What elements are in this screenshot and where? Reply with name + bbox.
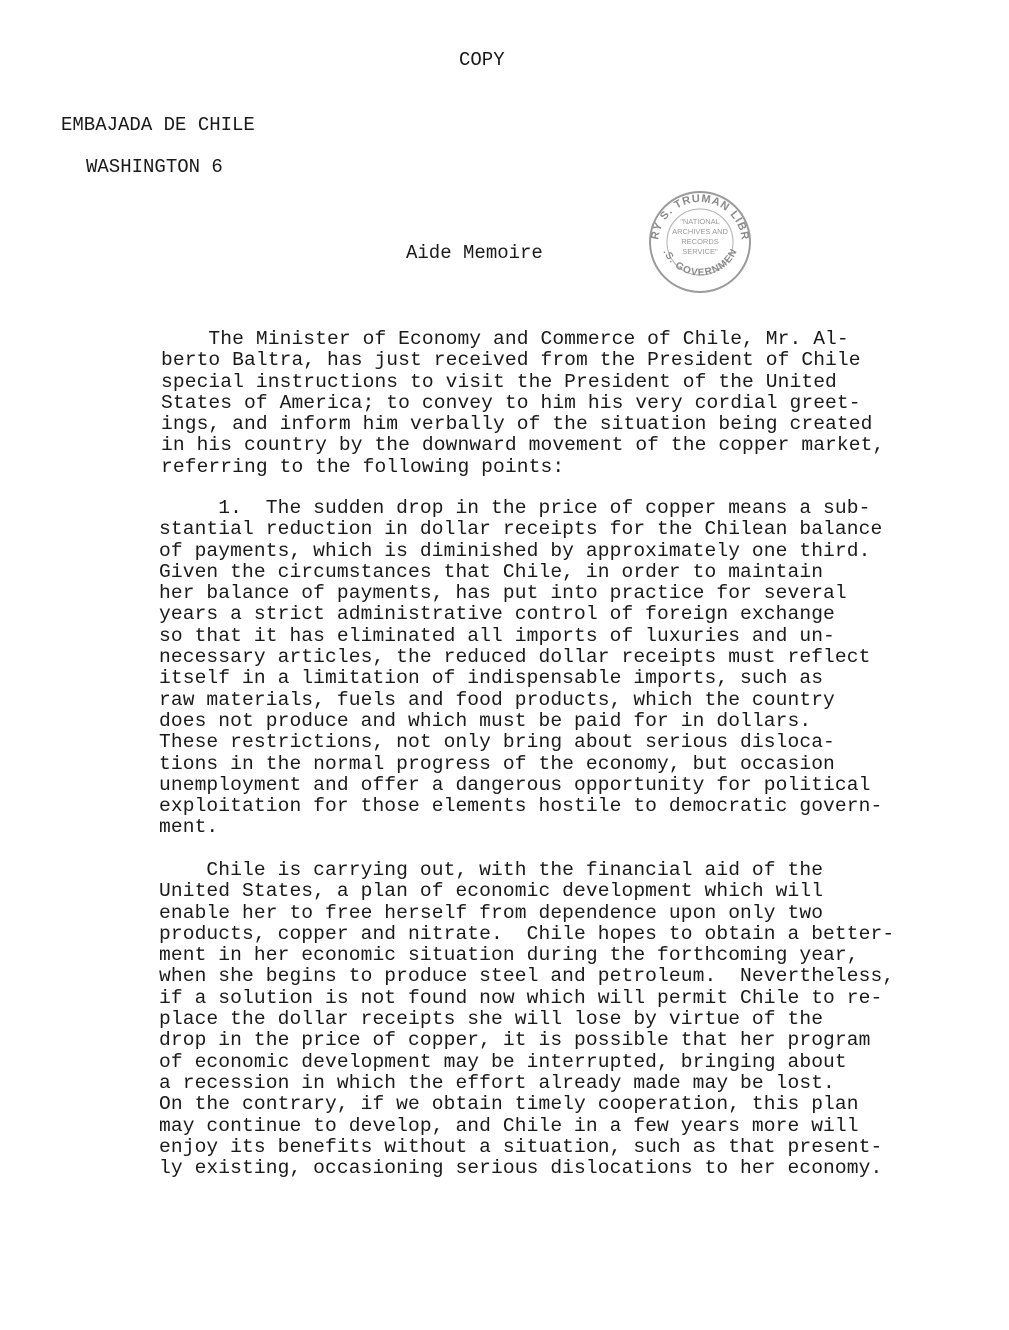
copy-label: COPY bbox=[459, 49, 505, 71]
intro-paragraph bbox=[161, 329, 884, 478]
text-line: States of America; to convey to him his very cordial greet- bbox=[161, 391, 861, 414]
text-line: unemployment and offer a dangerous opportunity for political bbox=[159, 773, 871, 796]
text-line: if a solution is not found now which will permit Chile to re- bbox=[159, 986, 883, 1009]
text-line: enjoy its benefits without a situation, such as that present- bbox=[159, 1135, 883, 1158]
text-line: exploitation for those elements hostile to democratic govern- bbox=[159, 795, 883, 818]
text-line: Chile is carrying out, with the financial aid of the bbox=[159, 859, 824, 881]
text-line: United States, a plan of economic development which will bbox=[159, 880, 824, 903]
development-paragraph bbox=[159, 860, 894, 1179]
stamp-inner-text: ARCHIVES AND bbox=[672, 227, 728, 236]
text-line: Given the circumstances that Chile, in order to maintain bbox=[159, 560, 824, 583]
text-line: so that it has eliminated all imports of luxuries and un- bbox=[159, 624, 835, 647]
text-line: when she begins to produce steel and petroleum. Nevertheless, bbox=[159, 965, 895, 988]
text-line: 1. The sudden drop in the price of copper means a sub- bbox=[159, 497, 871, 519]
text-line: berto Baltra, has just received from the President of Chile bbox=[161, 349, 861, 372]
text-line: of payments, which is diminished by approximately one third. bbox=[159, 539, 871, 562]
text-line: special instructions to visit the President of the United bbox=[161, 370, 837, 393]
text-line: stantial reduction in dollar receipts for the Chilean balance bbox=[159, 518, 883, 541]
text-line: products, copper and nitrate. Chile hopes to obtain a better- bbox=[159, 922, 895, 945]
archive-seal-icon bbox=[640, 186, 760, 296]
stamp-top-text: RY S. TRUMAN LIBR bbox=[649, 192, 751, 242]
text-line: necessary articles, the reduced dollar receipts must reflect bbox=[159, 646, 871, 669]
text-line: does not produce and which must be paid for in dollars. bbox=[159, 709, 812, 732]
text-line: drop in the price of copper, it is possible that her program bbox=[159, 1029, 871, 1052]
text-line: The Minister of Economy and Commerce of Chile, Mr. Al- bbox=[161, 328, 849, 350]
embassy-name: EMBAJADA DE CHILE bbox=[61, 114, 255, 136]
stamp-inner-text: RECORDS bbox=[681, 237, 719, 246]
text-line: ment. bbox=[159, 816, 219, 839]
text-line: may continue to develop, and Chile in a few years more will bbox=[159, 1114, 859, 1137]
text-line: raw materials, fuels and food products, which the country bbox=[159, 688, 835, 711]
text-line: a recession in which the effort already made may be lost. bbox=[159, 1071, 835, 1094]
text-line: On the contrary, if we obtain timely cooperation, this plan bbox=[159, 1093, 859, 1116]
text-line: These restrictions, not only bring about serious disloca- bbox=[159, 731, 835, 754]
text-line: tions in the normal progress of the economy, but occasion bbox=[159, 752, 835, 775]
text-line: ly existing, occasioning serious dislocations to her economy. bbox=[159, 1157, 883, 1180]
point-1-paragraph bbox=[159, 498, 882, 839]
text-line: referring to the following points: bbox=[161, 455, 565, 478]
stamp-inner-text: "NATIONAL bbox=[680, 217, 720, 226]
text-line: of economic development may be interrupted, bringing about bbox=[159, 1050, 847, 1073]
text-line: ings, and inform him verbally of the situation being created bbox=[161, 413, 873, 436]
text-line: ment in her economic situation during the forthcoming year, bbox=[159, 944, 859, 967]
embassy-city: WASHINGTON 6 bbox=[86, 156, 223, 178]
document-title: Aide Memoire bbox=[406, 242, 543, 264]
text-line: her balance of payments, has put into practice for several bbox=[159, 582, 847, 605]
text-line: in his country by the downward movement of the copper market, bbox=[161, 434, 885, 457]
text-line: enable her to free herself from dependence upon only two bbox=[159, 901, 824, 924]
text-line: place the dollar receipts she will lose by virtue of the bbox=[159, 1008, 824, 1031]
text-line: itself in a limitation of indispensable imports, such as bbox=[159, 667, 824, 690]
stamp-inner-text: SERVICE" bbox=[682, 247, 718, 256]
text-line: years a strict administrative control of foreign exchange bbox=[159, 603, 835, 626]
stamp-bottom-text: .S. GOVERNMEN bbox=[660, 246, 741, 279]
